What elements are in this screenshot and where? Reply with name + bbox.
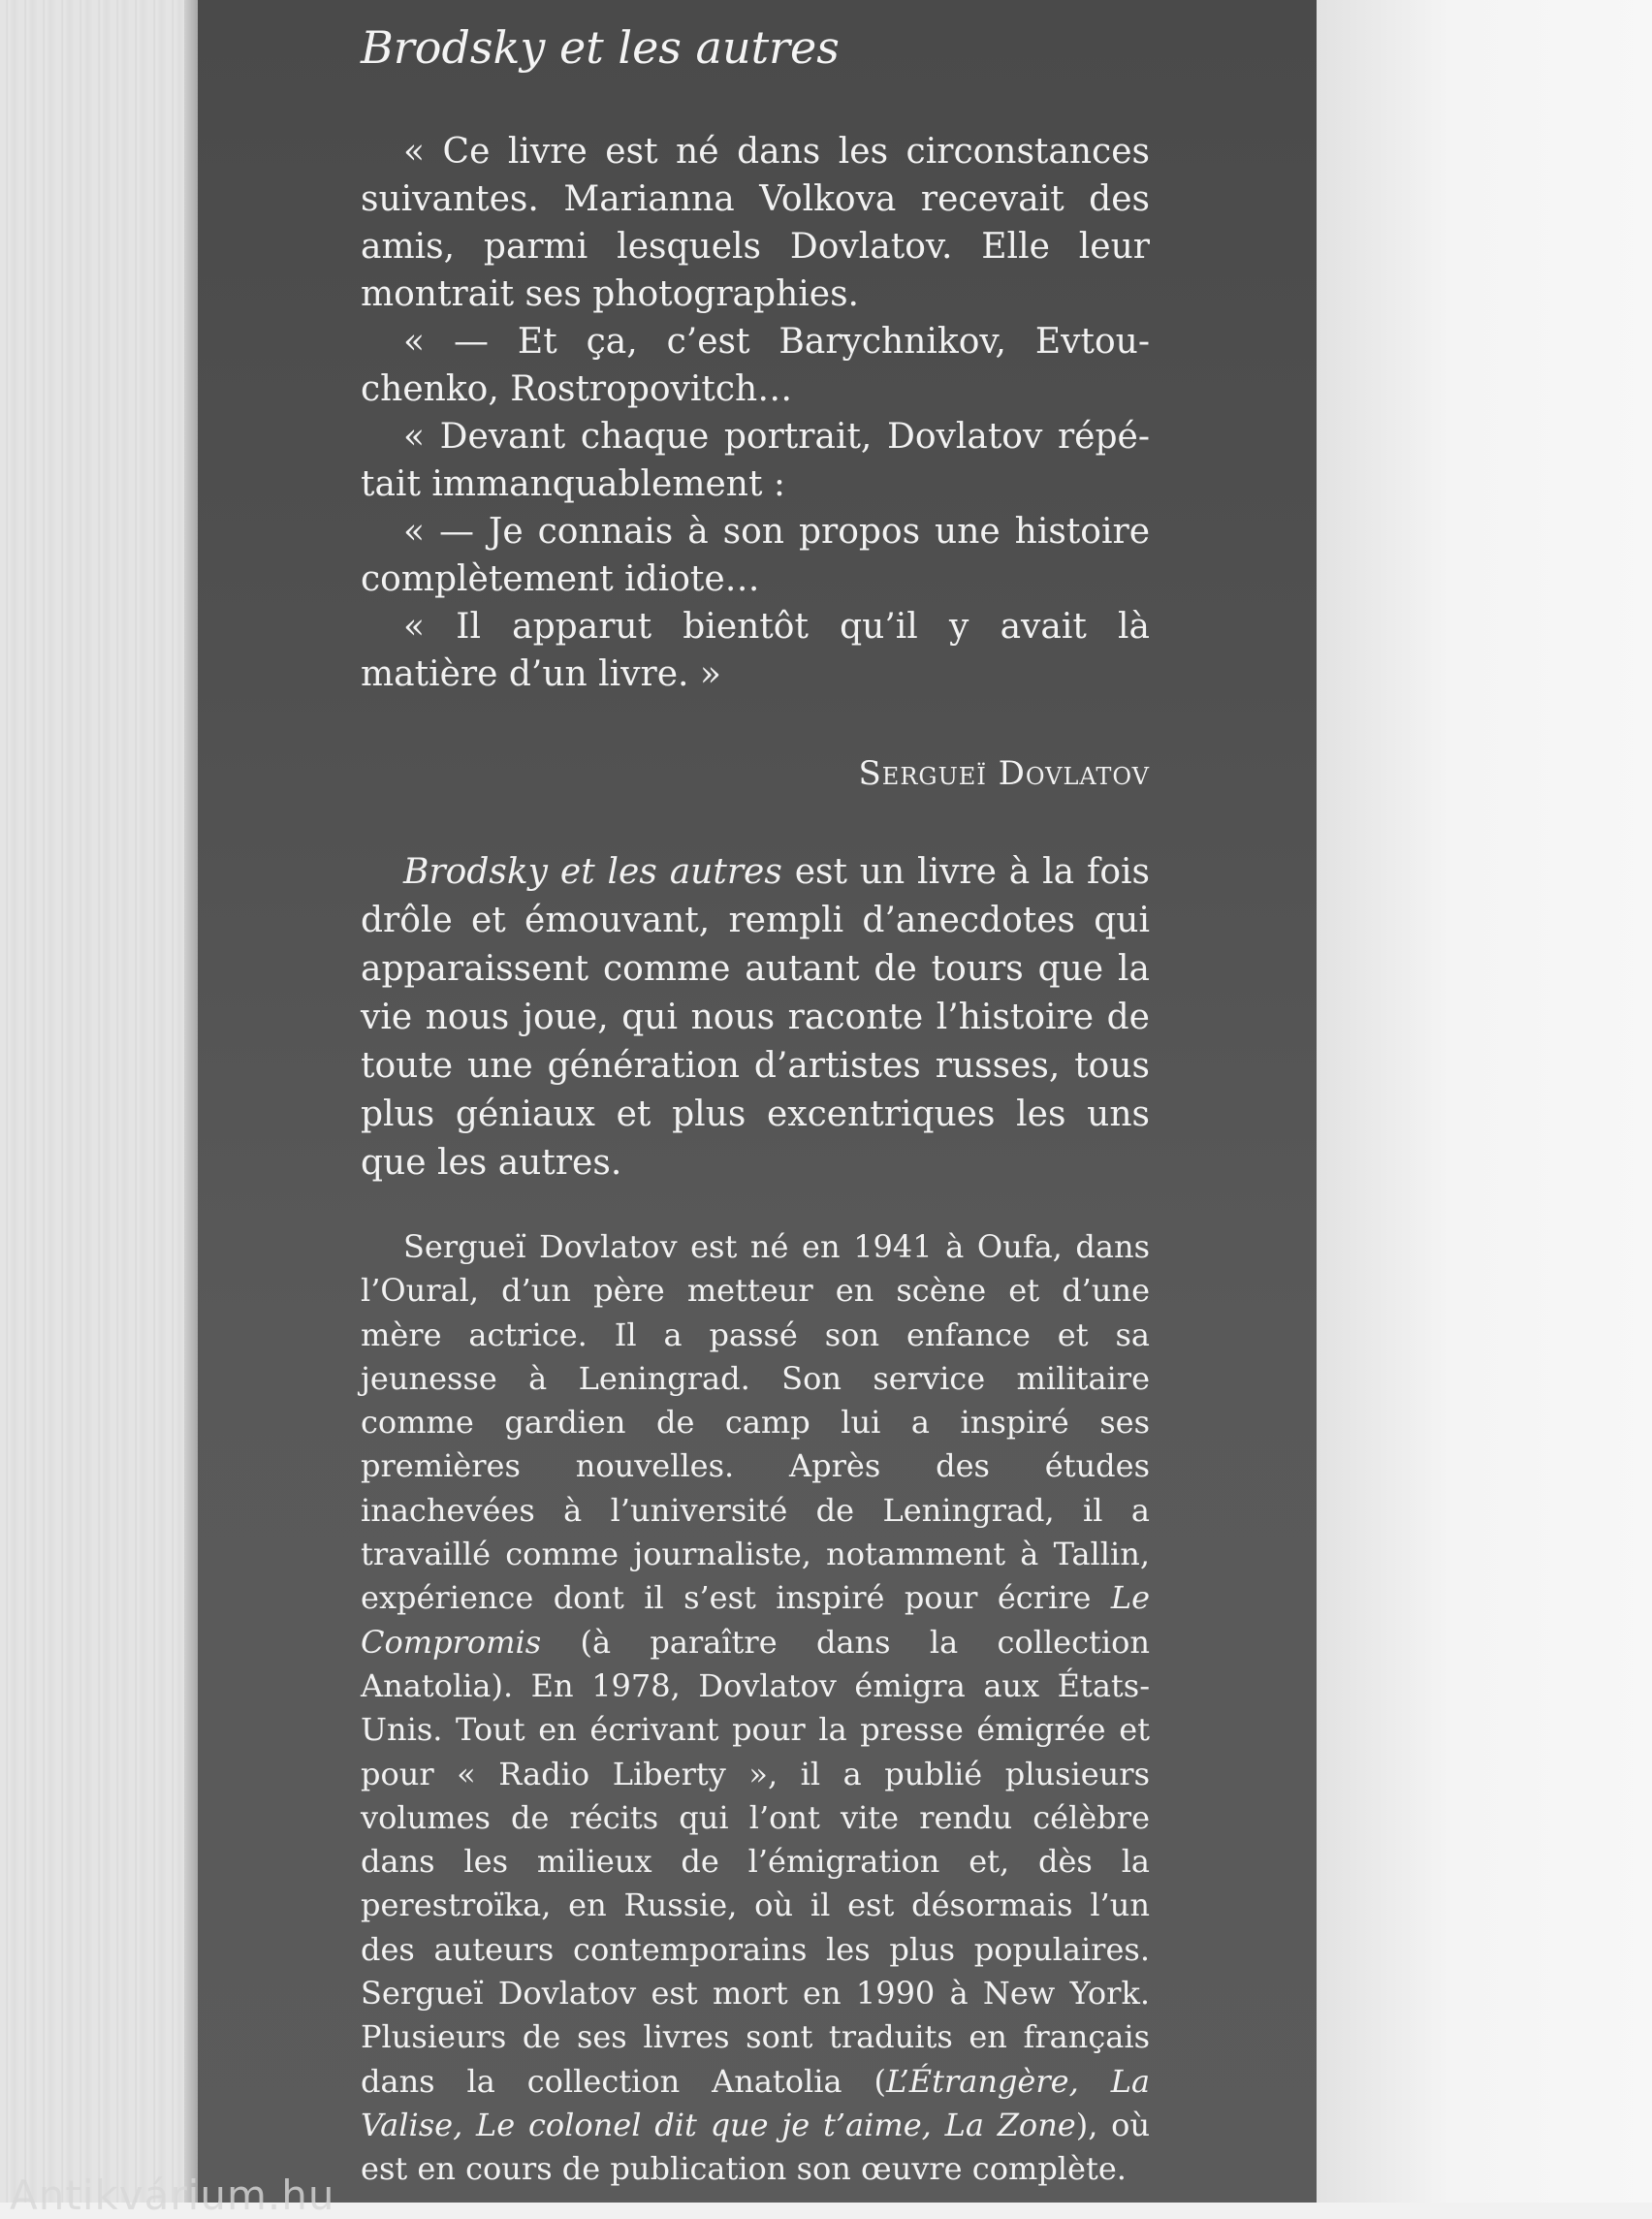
bio-text: (à paraître dans la collection Anatolia). En 1978, Dovlatov émigra aux États-Unis. Tout en écrivant pour la presse émigrée et pour « Radio Liberty », il a publié plusieurs volumes de récits qui l’ont vite rendu célèbre dans les milieux de l’émigration et, dès la perestroïka, en Russie, où il est désormais l’un des auteurs contemporains les plus populaires. Sergueï Dovlatov est mort en 1990 à New York. Plusieurs de ses livres sont traduits en français dans la collection Anatolia ( — [361, 1623, 1150, 2100]
quote-paragraph: « Devant chaque portrait, Dovlatov répétait immanquablement : — [361, 417, 1150, 504]
watermark: Antikvárium.hu — [10, 2171, 335, 2219]
quote-paragraph: « Il apparut bientôt qu’il y avait là matière d’un livre. » — [361, 607, 1150, 694]
bio-book-title: Le colonel dit que je t’aime — [476, 2106, 922, 2143]
bio-book-title: L’Étrangère — [885, 2062, 1069, 2100]
bio-book-title: Le Compromis — [361, 1579, 1150, 1661]
bio-book-title: La Zone — [944, 2106, 1076, 2143]
book-blurb — [361, 848, 1150, 1188]
background-left-page — [0, 0, 194, 2203]
back-cover-panel — [198, 0, 1317, 2203]
quote-author: Sergueï Dovlatov — [858, 754, 1150, 793]
author-biography — [361, 1225, 1150, 2192]
cover-edge-shadow — [184, 0, 198, 2203]
bio-text: ), où est en cours de publication son œuvre complète. — [361, 2106, 1151, 2188]
quote-paragraph: « — Je connais à son propos une histoire complètement idiote… — [361, 512, 1150, 599]
bio-separator: , — [921, 2106, 945, 2143]
bio-book-title: La Valise — [361, 2062, 1151, 2143]
background-right — [1317, 0, 1652, 2203]
quote-paragraph: « — Et ça, c’est Barychnikov, Evtouchenko, Rostropovitch… — [361, 322, 1150, 409]
book-title: Brodsky et les autres — [361, 21, 840, 74]
blurb-text: est un livre à la fois drôle et émouvant, rempli d’anecdotes qui apparaissent comme autant de tours que la vie nous joue, qui nous raconte l’histoire de toute une génération d’artistes russes, tous plus géniaux et plus excentriques les uns que les autres. — [361, 852, 1150, 1183]
bio-separator: , — [453, 2106, 477, 2143]
quote-paragraph: « Ce livre est né dans les circonstances suivantes. Marianna Volkova recevait des amis, parmi lesquels Dovlatov. Elle leur montrait ses photographies. — [361, 132, 1150, 314]
author-quote — [361, 128, 1150, 698]
bio-separator: , — [1068, 2062, 1111, 2100]
bio-text: Sergueï Dovlatov est né en 1941 à Oufa, dans l’Oural, d’un père metteur en scène et d’une mère actrice. Il a passé son enfance et sa jeunesse à Leningrad. Son service militaire comme gardien de camp lui a inspiré ses premières nouvelles. Après des études inachevées à l’université de Leningrad, il a travaillé comme journaliste, notamment à Tallin, expérience dont il s’est inspiré pour écrire — [361, 1228, 1150, 1617]
blurb-book-title: Brodsky et les autres — [403, 852, 782, 892]
